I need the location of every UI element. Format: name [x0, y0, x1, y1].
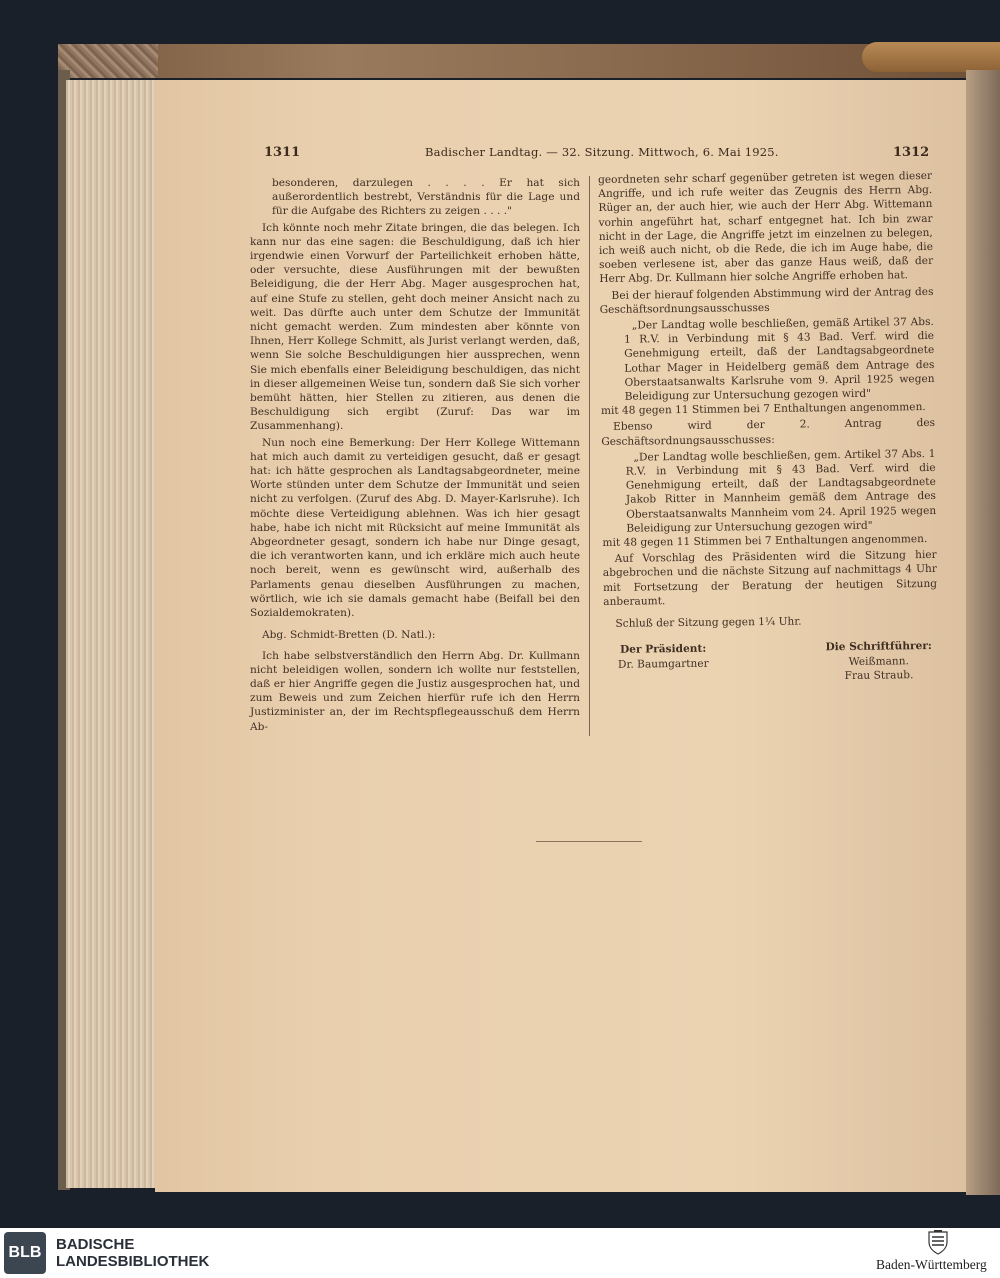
paragraph: Ich könnte noch mehr Zitate bringen, die das belegen. Ich kann nur das eine sagen: die Beschuldigung, daß ich hier irgendwie einen Vorwurf der Parteilichkeit erhoben hätte, oder versuchte, diese Ausführungen mit der bewußten Beleidigung, die der Herr Abg. Mager ausgesprochen hat, auf eine Stufe zu stellen, geht doch meiner Ansicht nach zu weit. Das dürfte auch unter dem Schutze der Immunität nicht gemacht werden. Zum mindesten aber könnte von Ihnen, Herr Kollege Schmitt, als Jurist verlangt werden, daß, wenn Sie solche Beschuldigungen hier aussprechen, wenn Sie mich ebenfalls einer Beleidigung beschuldigen, das nicht in dieser allgemeinen Weise tun, sondern daß Sie sich vorher bemüht hätten, hier Stellen zu zitieren, aus denen die Beschuldigung sich ergibt (Zuruf: Das war im Zusammenhang). — [250, 221, 580, 433]
library-name[interactable] — [56, 1236, 209, 1270]
secretaries-signature — [825, 639, 932, 683]
secretary-name: Weißmann. — [848, 654, 909, 668]
running-head: Badischer Landtag. — 32. Sitzung. Mittwoch, 6. Mai 1925. — [425, 145, 779, 159]
session-close: Schluß der Sitzung gegen 1¼ Uhr. — [615, 615, 802, 630]
bookmark-ribbon — [862, 42, 1000, 72]
paragraph: besonderen, darzulegen . . . . Er hat sich außerordentlich bestrebt, Verständnis für die Lage und für die Aufgabe des Richters zu zeigen . . . ." — [272, 177, 580, 218]
paragraph: geordneten sehr scharf gegenüber getreten ist wegen dieser Angriffe, und ich rufe weiter das Zeugnis des Herrn Abg. Rüger an, der auch hier, wie auch der Herr Abg. Wittemann vorhin angeführt hat, scharf entgegnet hat. Ich bin zwar nicht in der Lage, die Angriffe jetzt im einzelnen zu belegen, ich weiß auch nicht, ob die Rede, die ich im Auge habe, die soeben verlesene ist, aber das ganze Haus weiß, daß der Herr Abg. Dr. Kullmann hier solche Angriffe erhoben hat. — [598, 169, 934, 286]
signature-block — [604, 639, 938, 686]
right-text-column — [598, 169, 938, 686]
secretary-name: Frau Straub. — [844, 668, 914, 682]
book-fore-edge — [966, 70, 1000, 1195]
paragraph: Ebenso wird der 2. Antrag des Geschäftsordnungsausschusses: — [601, 417, 936, 448]
speaker-heading: Abg. Schmidt-Bretten (D. Natl.): — [262, 629, 436, 642]
secretaries-title: Die Schriftführer: — [825, 640, 932, 654]
marbled-endpaper — [58, 44, 158, 78]
library-name-line: LANDESBIBLIOTHEK — [56, 1253, 210, 1270]
paragraph: Auf Vorschlag des Präsidenten wird die Sitzung hier abgebrochen und die nächste Sitzung auf nachmittags 4 Uhr mit Fortsetzung der Beratung der heutigen Sitzung anberaumt. — [602, 549, 938, 608]
president-signature — [618, 642, 709, 686]
left-text-column — [250, 176, 580, 736]
book-top-edge — [58, 44, 1000, 78]
president-title: Der Präsident: — [619, 643, 707, 657]
coat-of-arms-icon — [926, 1229, 950, 1255]
end-rule — [536, 841, 642, 842]
page-number-right: 1312 — [893, 145, 930, 160]
motion-quote: „Der Landtag wolle beschließen, gemäß Artikel 37 Abs. 1 R.V. in Verbindung mit § 43 Bad. Verf. wird die Genehmigung erteilt, daß der Landtagsabgeordnete Lothar Mager in Heidelberg gemäß dem Antrage des Oberstaatsanwalts Karlsruhe vom 9. April 1925 wegen Beleidigung zur Untersuchung gezogen wird" — [623, 315, 935, 403]
footer-bar — [0, 1228, 1000, 1278]
motion-quote: „Der Landtag wolle beschließen, gem. Artikel 37 Abs. 1 R.V. in Verbindung mit § 43 Bad. Verf. wird die Genehmigung erteilt, daß der Landtagsabgeordnete Jakob Ritter in Mannheim gemäß dem Antrage des Oberstaatsanwalts Mannheim vom 24. April 1925 wegen Beleidigung zur Untersuchung gezogen wird" — [625, 447, 937, 535]
vote-result: mit 48 gegen 11 Stimmen bei 7 Enthaltungen angenommen. — [602, 533, 928, 550]
column-divider — [589, 176, 590, 736]
vote-result: mit 48 gegen 11 Stimmen bei 7 Enthaltungen angenommen. — [600, 401, 926, 418]
state-name[interactable]: Baden-Württemberg — [876, 1257, 987, 1272]
page-number-left: 1311 — [264, 145, 301, 160]
president-name: Dr. Baumgartner — [617, 657, 709, 671]
page-edges — [66, 80, 161, 1188]
library-name-line: BADISCHE — [56, 1236, 135, 1253]
paragraph: Bei der hierauf folgenden Abstimmung wird der Antrag des Geschäftsordnungsausschusses — [599, 285, 934, 316]
paragraph: Nun noch eine Bemerkung: Der Herr Kollege Wittemann hat mich auch damit zu verteidigen gesucht, daß er gesagt hat: ich hätte gesprochen als Landtagsabgeordneter, meine Worte stünden unter dem Schutze der Immunität und seien nicht zu verfolgen. (Zuruf des Abg. D. Mayer-Karlsruhe). Ich möchte diese Verteidigung ablehnen. Was ich hier gesagt habe, habe ich nicht mit Rücksicht auf meine Immunität als Abgeordneter gesagt, sondern ich habe nur Dinge gesagt, die ich verantworten kann, und ich erkläre mich auch heute noch bereit, wenn es gewünscht wird, außerhalb des Parlaments genau dieselben Ausführungen zu machen, wörtlich, wie ich sie damals gemacht habe (Beifall bei den Sozialdemokraten). — [250, 436, 580, 620]
paragraph: Ich habe selbstverständlich den Herrn Abg. Dr. Kullmann nicht beleidigen wollen, sondern ich wollte nur feststellen, daß er hier Angriffe gegen die Justiz ausgesprochen hat, und zum Beweis und zum Zeichen hierfür rufe ich den Herrn Justizminister an, der im Rechtspflegeausschuß dem Herrn Ab- — [250, 649, 580, 733]
blb-logo[interactable]: BLB — [4, 1232, 46, 1274]
